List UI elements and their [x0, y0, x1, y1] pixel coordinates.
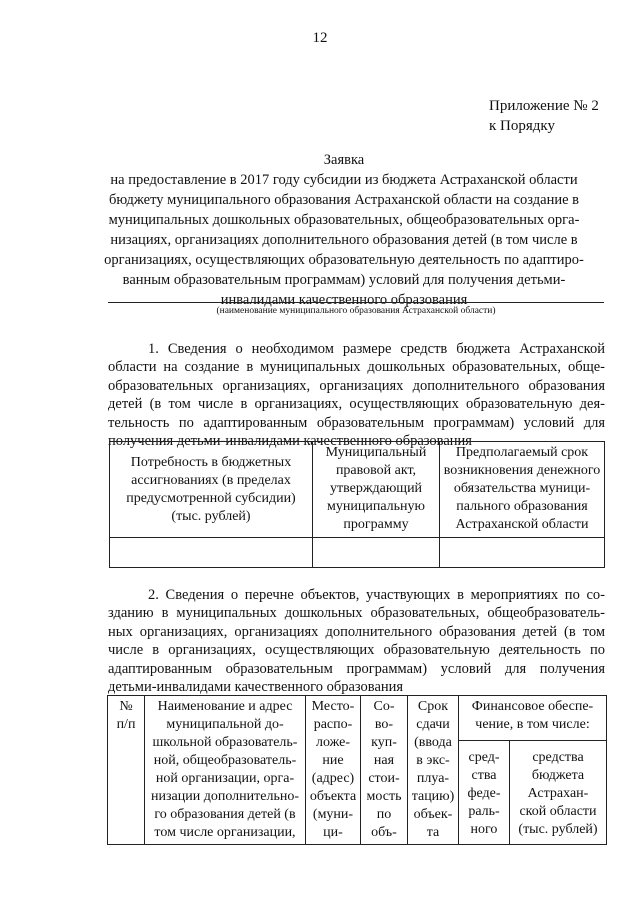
appendix-line-2: к Порядку — [489, 118, 555, 134]
header-regional-funds: средства бюджета Астрахан- ской области (тыс. рублей) — [510, 741, 607, 845]
table-row — [110, 538, 605, 568]
header-org-name: Наименование и адрес муниципальной до- школьной образователь- ной, общеобразователь- ной организации, орга- низации дополнительно- го образования детей (в том числе организации, — [145, 696, 306, 845]
section-1-text — [108, 340, 605, 450]
header-budget-need: Потребность в бюджетных ассигнованиях (в пределах предусмотренной субсидии) (тыс. рублей) — [110, 442, 313, 538]
appendix-line-1: Приложение № 2 — [489, 98, 599, 114]
section-2-line: ных организациях, организациях дополнительного образования детей (в том — [108, 623, 605, 640]
header-obligation-term: Предполагаемый срок возникновения денежного обязательства муници- пального образования Астраханской области — [440, 442, 605, 538]
section-2-line: 2. Сведения о перечне объектов, участвующих в мероприятиях по со- — [148, 587, 605, 603]
title-line: на предоставление в 2017 году субсидии из бюджета Астраханской области — [110, 172, 578, 188]
header-location: Место- распо- ложе- ние (адрес) объекта (муни- ци- — [306, 696, 361, 845]
table-cell — [110, 538, 313, 568]
header-total-cost: Со- во- куп- ная стои- мость по объ- — [361, 696, 408, 845]
title-line: бюджету муниципального образования Астраханской области на создание в — [108, 192, 580, 208]
section-2-text — [108, 586, 605, 696]
header-legal-act: Муниципальный правовой акт, утверждающий муниципальную программу — [313, 442, 440, 538]
header-federal-funds: сред- ства феде- раль- ного — [459, 741, 510, 845]
title-heading: Заявка — [323, 152, 365, 168]
section-2-line: детьми-инвалидами качественного образования — [108, 679, 404, 696]
section-1-line: детей (в том числе в организациях, осуществляющих образовательную дея- — [108, 396, 605, 413]
title-line: организациях, осуществляющих образовательную деятельность по адаптиро- — [104, 252, 584, 268]
header-financing: Финансовое обеспе- чение, в том числе: — [459, 696, 607, 741]
header-commission-term: Срок сдачи (ввода в экс- плуа- тацию) объек- та — [408, 696, 459, 845]
section-2-line: зданию в муниципальных дошкольных образовательных, общеобразователь- — [108, 605, 605, 622]
section-2-line: числе в организациях, осуществляющих образовательную деятельность по — [108, 642, 605, 659]
section-1-line: образовательных организациях, организациях дополнительного образования — [108, 377, 605, 394]
table-cell — [440, 538, 605, 568]
title-line: ванным образовательным программам) условий для получения детьми- — [122, 272, 566, 288]
title-line: инвалидами качественного образования — [220, 292, 468, 308]
title-line: муниципальных дошкольных образовательных, общеобразовательных орга- — [108, 212, 580, 228]
municipality-name-line — [108, 302, 604, 303]
title-line: низациях, организациях дополнительного образования детей (в том числе в — [110, 232, 578, 248]
budget-needs-table — [109, 441, 605, 568]
municipality-name-caption: (наименование муниципального образования Астраханской области) — [216, 306, 496, 316]
page-number: 12 — [312, 30, 328, 46]
table-cell — [313, 538, 440, 568]
section-1-line: тельность по адаптированным образовательным программам) условий для — [108, 414, 605, 431]
section-1-line: 1. Сведения о необходимом размере средств бюджета Астраханской — [148, 341, 605, 357]
section-1-line: получения детьми-инвалидами качественного образования — [108, 433, 472, 450]
section-1-line: области на создание в муниципальных дошкольных образовательных, обще- — [108, 359, 605, 376]
header-number: № п/п — [108, 696, 145, 845]
objects-table — [107, 695, 607, 845]
document-title — [104, 150, 584, 310]
appendix-note — [489, 96, 599, 136]
section-2-line: адаптированным образовательным программам) условий для получения — [108, 660, 605, 677]
